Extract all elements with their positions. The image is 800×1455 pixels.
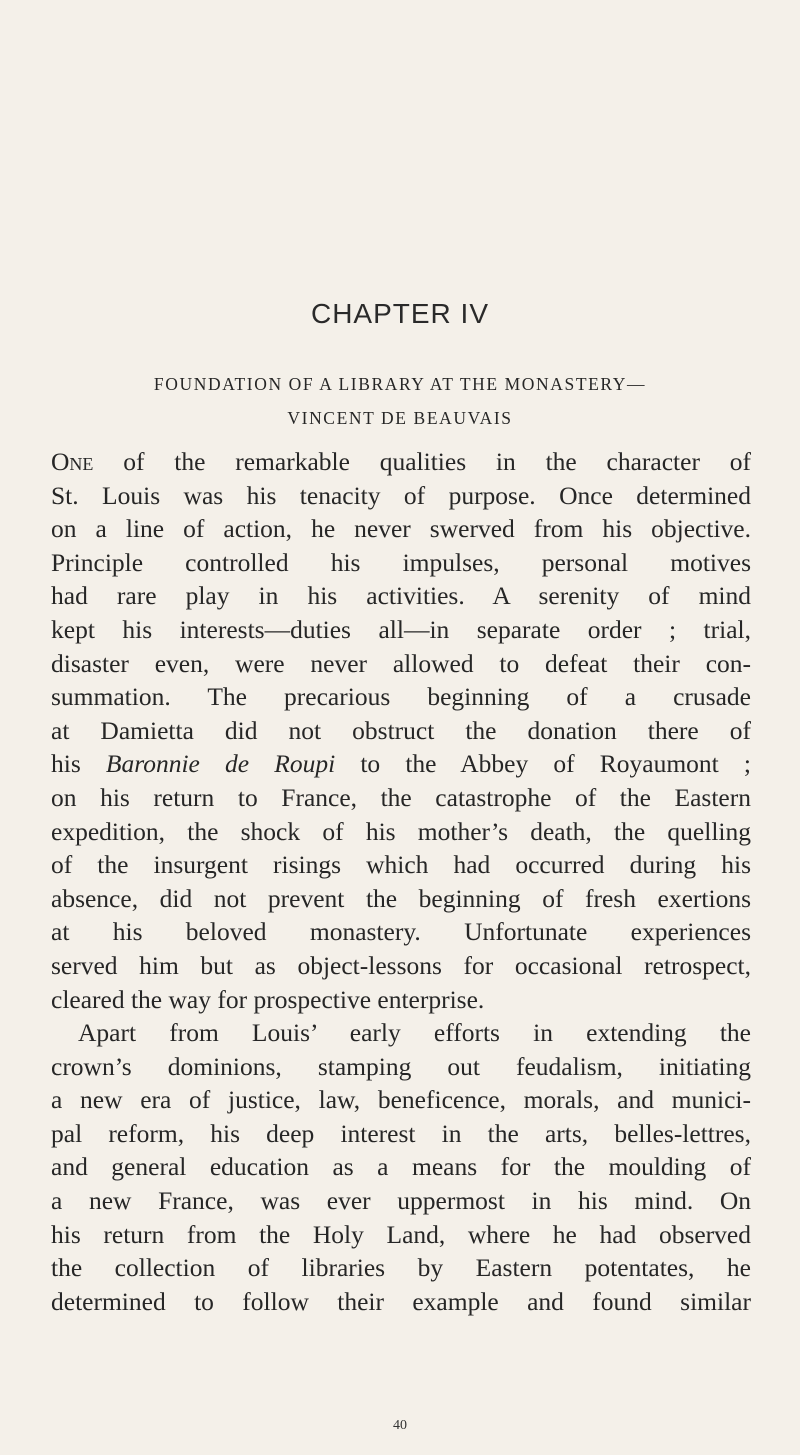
text-line <box>51 747 751 781</box>
chapter-subtitle-line-1: FOUNDATION OF A LIBRARY AT THE MONASTERY— <box>153 374 647 394</box>
text-segment: his <box>51 749 106 779</box>
text-line: disaster even, were never allowed to defeat their con- <box>51 648 751 678</box>
text-line: expedition, the shock of his mother’s death, the quelling <box>51 816 751 846</box>
text-line-content: of the remarkable qualities in the character of <box>93 447 751 476</box>
text-segment: to the Abbey of Royaumont ; <box>335 749 751 779</box>
text-line <box>51 445 751 479</box>
text-line: of the insurgent risings which had occurred during his <box>51 850 751 880</box>
chapter-title: CHAPTER IV <box>310 298 490 329</box>
text-line: kept his interests—duties all—in separate order ; trial, <box>51 614 751 644</box>
text-line: Apart from Louis’ early efforts in extending the <box>78 1018 751 1048</box>
text-line: on his return to France, the catastrophe of the Eastern <box>51 782 751 812</box>
text-line: his return from the Holy Land, where he had observed <box>51 1219 751 1249</box>
text-line: absence, did not prevent the beginning of fresh exertions <box>51 883 751 913</box>
text-line: St. Louis was his tenacity of purpose. Once determined <box>51 480 751 510</box>
chapter-subtitle-line-2: VINCENT DE BEAUVAIS <box>287 408 513 428</box>
text-line: at his beloved monastery. Unfortunate experiences <box>51 917 751 947</box>
text-line: crown’s dominions, stamping out feudalism, initiating <box>51 1051 751 1081</box>
text-line: Principle controlled his impulses, personal motives <box>51 547 751 577</box>
italic-title: Baronnie de Roupi <box>105 749 336 779</box>
text-line: pal reform, his deep interest in the arts, belles-lettres, <box>51 1118 751 1148</box>
text-line: the collection of libraries by Eastern potentates, he <box>51 1253 751 1283</box>
text-line: cleared the way for prospective enterprise. <box>51 984 485 1014</box>
body-text <box>51 445 751 1318</box>
text-line: and general education as a means for the moulding of <box>51 1152 751 1182</box>
drop-word: One <box>51 447 94 476</box>
page-number: 40 <box>393 1418 407 1433</box>
text-line: had rare play in his activities. A serenity of mind <box>51 581 751 611</box>
text-line: determined to follow their example and found similar <box>51 1286 751 1316</box>
text-line: a new era of justice, law, beneficence, morals, and munici- <box>51 1085 751 1115</box>
text-line: served him but as object-lessons for occasional retrospect, <box>51 950 751 980</box>
text-line: summation. The precarious beginning of a crusade <box>51 682 751 712</box>
text-line: at Damietta did not obstruct the donation there of <box>51 715 751 745</box>
text-line: a new France, was ever uppermost in his mind. On <box>51 1186 751 1216</box>
text-line: on a line of action, he never swerved from his objective. <box>51 514 751 544</box>
